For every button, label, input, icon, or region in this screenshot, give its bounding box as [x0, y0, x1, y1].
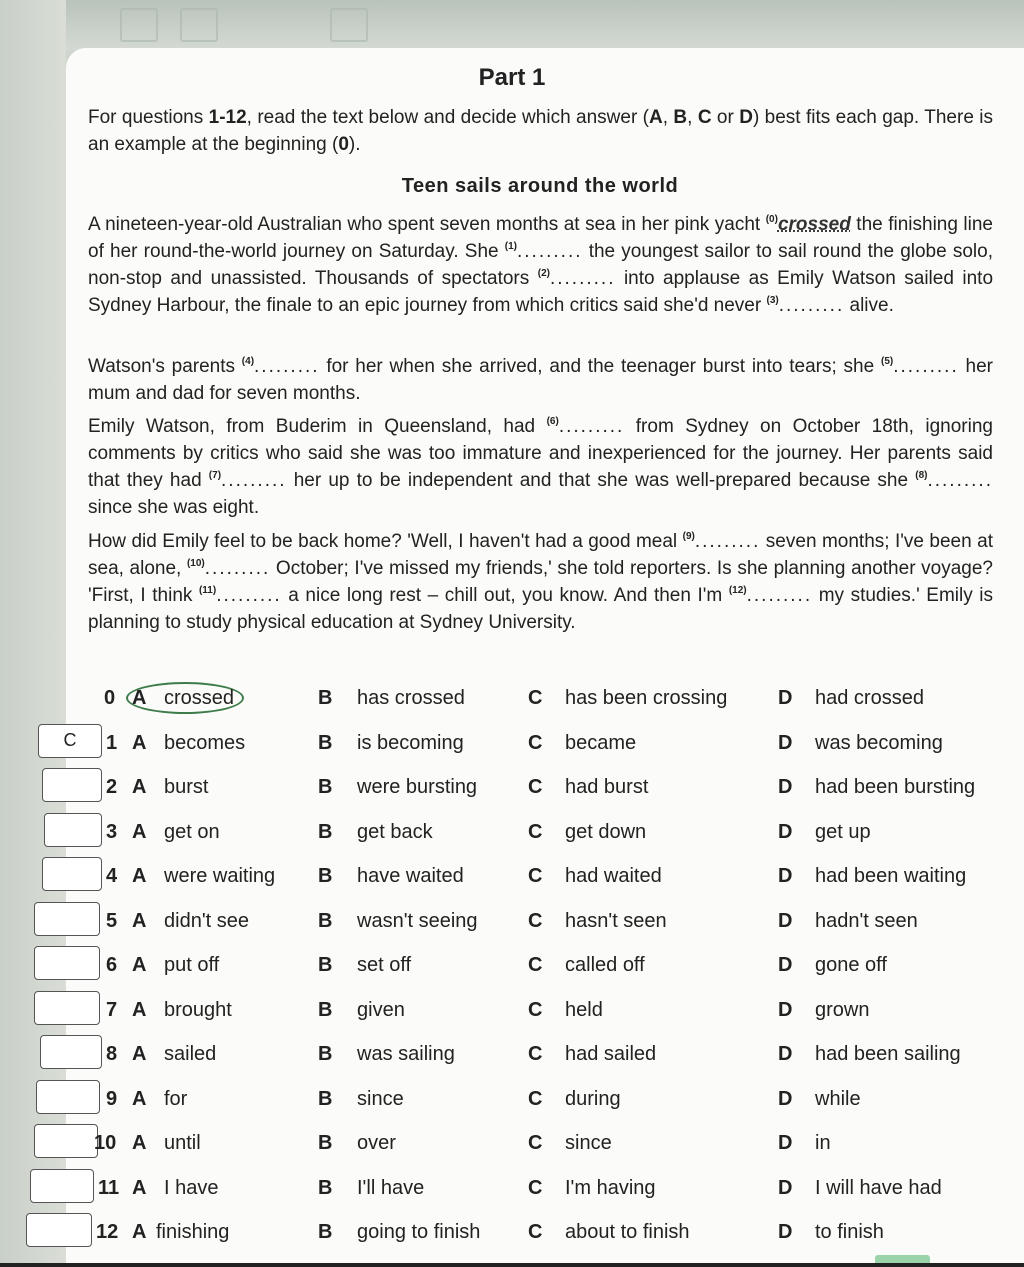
option-a[interactable]: burst — [164, 776, 209, 798]
option-c[interactable]: I'm having — [565, 1177, 656, 1199]
option-a[interactable]: I have — [164, 1177, 219, 1199]
option-a[interactable]: get on — [164, 821, 220, 843]
answer-box[interactable] — [30, 1169, 94, 1203]
option-a[interactable]: crossed — [164, 687, 235, 709]
option-b[interactable]: were bursting — [357, 776, 478, 798]
option-b[interactable]: wasn't seeing — [357, 910, 478, 932]
option-d[interactable]: had been sailing — [815, 1043, 961, 1065]
answer-box[interactable] — [44, 813, 102, 847]
option-d[interactable]: was becoming — [815, 732, 943, 754]
option-a[interactable]: sailed — [164, 1043, 217, 1065]
option-a[interactable]: for — [164, 1088, 188, 1110]
answer-box[interactable] — [34, 902, 100, 936]
paragraph-2: Watson's parents $^{(4)}$......... for her when she arrived, and the teenager burst into tears; she $^{(5)}$......... her mum and dad for seven months. — [88, 356, 993, 404]
instructions: For questions 1-12, read the text below and decide which answer (A, B, C or D) best fits each gap. There is an example at the beginning (0). — [88, 107, 993, 155]
option-d[interactable]: gone off — [815, 954, 887, 976]
answer-box[interactable]: C — [38, 724, 102, 758]
question-row-5: 5 A didn't see B wasn't seeing C hasn't seen D hadn't seen — [0, 902, 1024, 942]
answer-box[interactable] — [42, 768, 102, 802]
option-b[interactable]: set off — [357, 954, 412, 976]
option-c[interactable]: hasn't seen — [565, 910, 667, 932]
question-row-12: 12 A finishing B going to finish C about to finish D to finish — [0, 1213, 1024, 1253]
option-d[interactable]: had crossed — [815, 687, 924, 709]
option-b[interactable]: was sailing — [357, 1043, 455, 1065]
option-a[interactable]: brought — [164, 999, 232, 1021]
question-row-7: 7 A brought B given C held D grown — [0, 991, 1024, 1031]
option-a[interactable]: becomes — [164, 732, 246, 754]
option-d[interactable]: I will have had — [815, 1177, 942, 1199]
question-row-1: C 1 A becomes B is becoming C became D was becoming — [0, 724, 1024, 764]
question-row-10: 10 A until B over C since D in — [0, 1124, 1024, 1164]
option-d[interactable]: had been bursting — [815, 776, 976, 798]
paragraph-1: A nineteen-year-old Australian who spent seven months at sea in her pink yacht $^{(0)}$crossed the finishing line of her round-the-world journey on Saturday. She $^{(1)}$......... the youngest sailor to sail round the globe solo, non-stop and unassisted. Thousands of spectators $^{(2)}$......... into applause as Emily Watson sailed into Sydney Harbour, the finale to an epic journey from which critics said she'd never $^{(3)}$......... alive. — [88, 214, 994, 316]
option-d[interactable]: in — [815, 1132, 831, 1154]
option-c[interactable]: held — [565, 999, 603, 1021]
option-b[interactable]: I'll have — [357, 1177, 425, 1199]
question-row-0: 0 A crossed B has crossed C has been crossing D had crossed — [0, 679, 1024, 719]
answer-box[interactable] — [34, 991, 100, 1025]
story-title: Teen sails around the world — [401, 175, 679, 197]
answer-box[interactable] — [34, 1124, 98, 1158]
answer-box[interactable] — [26, 1213, 92, 1247]
option-c[interactable]: called off — [565, 954, 645, 976]
option-b[interactable]: over — [357, 1132, 396, 1154]
paragraph-3: Emily Watson, from Buderim in Queensland, had $^{(6)}$......... from Sydney on October 18th, ignoring comments by critics who said she was too immature and inexperienced for the journey. Her parents said that they had $^{(7)}$......... her up to be independent and that she was well-prepared because she $^{(8)}$......... since she was eight. — [88, 416, 993, 518]
question-row-6: 6 A put off B set off C called off D gone off — [0, 946, 1024, 986]
option-b[interactable]: has crossed — [357, 687, 465, 709]
option-a[interactable]: finishing — [156, 1221, 230, 1243]
background-shape — [330, 8, 368, 42]
option-d[interactable]: hadn't seen — [815, 910, 918, 932]
bottom-border — [0, 1263, 1024, 1267]
answer-box[interactable] — [42, 857, 102, 891]
question-row-8: 8 A sailed B was sailing C had sailed D had been sailing — [0, 1035, 1024, 1075]
option-a[interactable]: didn't see — [164, 910, 249, 932]
paragraph-4: How did Emily feel to be back home? 'Well, I haven't had a good meal $^{(9)}$......... seven months; I've been at sea, alone, $^{(10)}$......... October; I've missed my friends,' she told reporters. Is she planning another voyage? 'First, I think $^{(11)}$......... a nice long rest – chill out, you know. And then I'm $^{(12)}$......... my studies.' Emily is planning to study physical education at Sydney University. — [88, 531, 993, 633]
page-title: Part 1 — [478, 64, 546, 91]
option-c[interactable]: had waited — [565, 865, 662, 887]
option-d[interactable]: to finish — [815, 1221, 884, 1243]
answer-box[interactable] — [34, 946, 100, 980]
option-a[interactable]: until — [164, 1132, 201, 1154]
option-b[interactable]: get back — [357, 821, 433, 843]
option-b[interactable]: since — [357, 1088, 404, 1110]
option-c[interactable]: since — [565, 1132, 612, 1154]
option-d[interactable]: had been waiting — [815, 865, 967, 887]
option-c[interactable]: about to finish — [565, 1221, 690, 1243]
option-c[interactable]: get down — [565, 821, 647, 843]
example-answer: crossed — [777, 214, 851, 235]
question-row-11: 11 A I have B I'll have C I'm having D I will have had — [0, 1169, 1024, 1209]
option-c[interactable]: became — [565, 732, 637, 754]
question-row-2: 2 A burst B were bursting C had burst D had been bursting — [0, 768, 1024, 808]
question-row-9: 9 A for B since C during D while — [0, 1080, 1024, 1120]
option-b[interactable]: have waited — [357, 865, 464, 887]
option-d[interactable]: grown — [815, 999, 870, 1021]
background-shape — [120, 8, 158, 42]
question-row-4: 4 A were waiting B have waited C had waited D had been waiting — [0, 857, 1024, 897]
option-a[interactable]: were waiting — [164, 865, 276, 887]
option-c[interactable]: had burst — [565, 776, 649, 798]
question-row-3: 3 A get on B get back C get down D get up — [0, 813, 1024, 853]
option-b[interactable]: given — [357, 999, 405, 1021]
option-b[interactable]: is becoming — [357, 732, 464, 754]
option-c[interactable]: during — [565, 1088, 621, 1110]
background-shape — [180, 8, 218, 42]
option-c[interactable]: has been crossing — [565, 687, 728, 709]
option-d[interactable]: get up — [815, 821, 871, 843]
answer-box[interactable] — [40, 1035, 102, 1069]
option-b[interactable]: going to finish — [357, 1221, 481, 1243]
answer-box[interactable] — [36, 1080, 100, 1114]
option-d[interactable]: while — [815, 1088, 861, 1110]
option-a[interactable]: put off — [164, 954, 220, 976]
option-c[interactable]: had sailed — [565, 1043, 657, 1065]
